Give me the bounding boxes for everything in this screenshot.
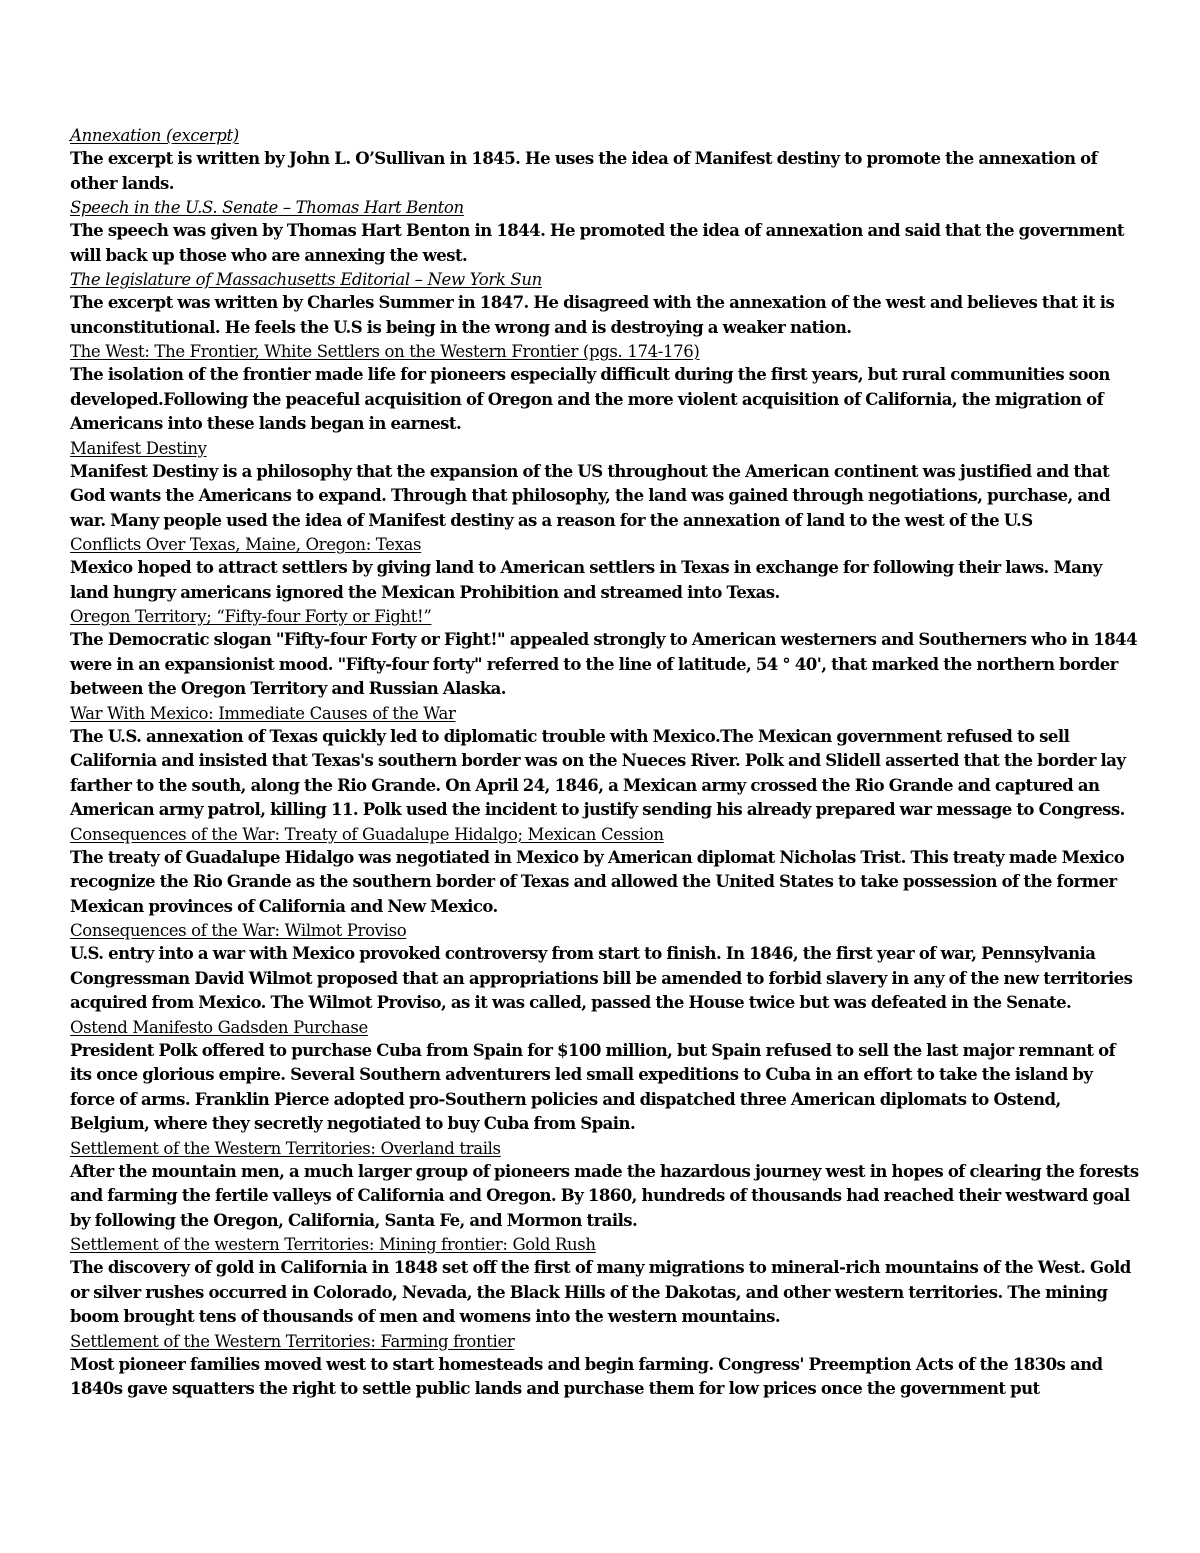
entry-heading: Settlement of the western Territories: Mining frontier: Gold Rush — [70, 1235, 596, 1254]
entry-heading: Oregon Territory; “Fifty-four Forty or Fight!” — [70, 607, 432, 626]
entry-heading: The legislature of Massachusetts Editorial – New York Sun — [70, 270, 542, 289]
entry-manifest-destiny — [70, 437, 1140, 534]
entry-body: The treaty of Guadalupe Hidalgo was negotiated in Mexico by American diplomat Nicholas Trist. This treaty made Mexico recognize the Rio Grande as the southern border of Texas and allowed the United States to take possession of the former Mexican provinces of California and New Mexico. — [70, 847, 1125, 916]
entry-ostend-manifesto — [70, 1016, 1140, 1137]
entry-body: The isolation of the frontier made life for pioneers especially difficult during the first years, but rural communities soon developed.Following the peaceful acquisition of Oregon and the more violent acquisition of California, the migration of Americans into these lands began in earnest. — [70, 365, 1110, 433]
entry-guadalupe-hidalgo — [70, 823, 1140, 920]
entry-massachusetts-editorial — [70, 268, 1140, 340]
document-page — [70, 124, 1140, 1402]
entry-annexation — [70, 124, 1140, 196]
entry-heading: Ostend Manifesto Gadsden Purchase — [70, 1017, 368, 1037]
entry-heading: Settlement of the Western Territories: Farming frontier — [70, 1331, 515, 1351]
entry-heading: Manifest Destiny — [70, 438, 207, 458]
entry-body: U.S. entry into a war with Mexico provoked controversy from start to finish. In 1846, the first year of war, Pennsylvania Congressman David Wilmot proposed that an appropriations bill be amended to forbid slavery in any of the new territories acquired from Mexico. The Wilmot Proviso, as it was called, passed the House twice but was defeated in the Senate. — [70, 944, 1133, 1012]
entry-oregon-territory — [70, 605, 1140, 702]
entry-heading: Consequences of the War: Wilmot Proviso — [70, 921, 407, 940]
entry-body: The speech was given by Thomas Hart Benton in 1844. He promoted the idea of annexation and said that the government will back up those who are annexing the west. — [70, 221, 1124, 265]
entry-body: The U.S. annexation of Texas quickly led to diplomatic trouble with Mexico.The Mexican government refused to sell California and insisted that Texas's southern border was on the Nueces River. Polk and Slidell asserted that the border lay farther to the south, along the Rio Grande. On April 24, 1846, a Mexican army crossed the Rio Grande and captured an American army patrol, killing 11. Polk used the incident to justify sending his already prepared war message to Congress. — [70, 726, 1126, 819]
entry-heading: Settlement of the Western Territories: Overland trails — [70, 1138, 501, 1158]
entry-texas-conflicts — [70, 533, 1140, 605]
entry-benton-speech — [70, 196, 1140, 268]
entry-body: After the mountain men, a much larger group of pioneers made the hazardous journey west in hopes of clearing the forests and farming the fertile valleys of California and Oregon. By 1860, hundreds of thousands had reached their westward goal by following the Oregon, California, Santa Fe, and Mormon trails. — [70, 1161, 1139, 1230]
entry-wilmot-proviso — [70, 919, 1140, 1016]
entry-heading: Annexation (excerpt) — [70, 126, 239, 145]
entry-western-frontier — [70, 340, 1140, 437]
entry-heading: Consequences of the War: Treaty of Guadalupe Hidalgo; Mexican Cession — [70, 824, 664, 844]
entry-body: Manifest Destiny is a philosophy that the expansion of the US throughout the American continent was justified and that God wants the Americans to expand. Through that philosophy, the land was gained through negotiations, purchase, and war. Many people used the idea of Manifest destiny as a reason for the annexation of land to the west of the U.S — [70, 461, 1110, 530]
entry-heading: Conflicts Over Texas, Maine, Oregon: Texas — [70, 535, 422, 554]
entry-war-causes — [70, 702, 1140, 823]
entry-body: Mexico hoped to attract settlers by giving land to American settlers in Texas in exchange for following their laws. Many land hungry americans ignored the Mexican Prohibition and streamed into Texas. — [70, 558, 1102, 602]
entry-body: The Democratic slogan "Fifty-four Forty or Fight!" appealed strongly to American westerners and Southerners who in 1844 were in an expansionist mood. "Fifty-four forty" referred to the line of latitude, 54 ° 40', that marked the northern border between the Oregon Territory and Russian Alaska. — [70, 630, 1138, 698]
entry-body: Most pioneer families moved west to start homesteads and begin farming. Congress' Preemption Acts of the 1830s and 1840s gave squatters the right to settle public lands and purchase them for low prices once the government put — [70, 1354, 1103, 1398]
entry-body: The excerpt was written by Charles Summer in 1847. He disagreed with the annexation of the west and believes that it is unconstitutional. He feels the U.S is being in the wrong and is destroying a weaker nation. — [70, 293, 1115, 337]
entry-body: President Polk offered to purchase Cuba from Spain for $100 million, but Spain refused to sell the last major remnant of its once glorious empire. Several Southern adventurers led small expeditions to Cuba in an effort to take the island by force of arms. Franklin Pierce adopted pro-Southern policies and dispatched three American diplomats to Ostend, Belgium, where they secretly negotiated to buy Cuba from Spain. — [70, 1040, 1116, 1133]
entry-gold-rush — [70, 1233, 1140, 1330]
entry-heading: War With Mexico: Immediate Causes of the War — [70, 703, 456, 723]
entry-heading: The West: The Frontier, White Settlers on the Western Frontier (pgs. 174-176) — [70, 342, 700, 361]
entry-farming-frontier — [70, 1330, 1140, 1402]
entry-body: The discovery of gold in California in 1848 set off the first of many migrations to mineral-rich mountains of the West. Gold or silver rushes occurred in Colorado, Nevada, the Black Hills of the Dakotas, and other western territories. The mining boom brought tens of thousands of men and womens into the western mountains. — [70, 1258, 1131, 1326]
entry-body: The excerpt is written by John L. O’Sullivan in 1845. He uses the idea of Manifest destiny to promote the annexation of other lands. — [70, 149, 1098, 193]
entry-overland-trails — [70, 1137, 1140, 1234]
entry-heading: Speech in the U.S. Senate – Thomas Hart Benton — [70, 198, 464, 217]
